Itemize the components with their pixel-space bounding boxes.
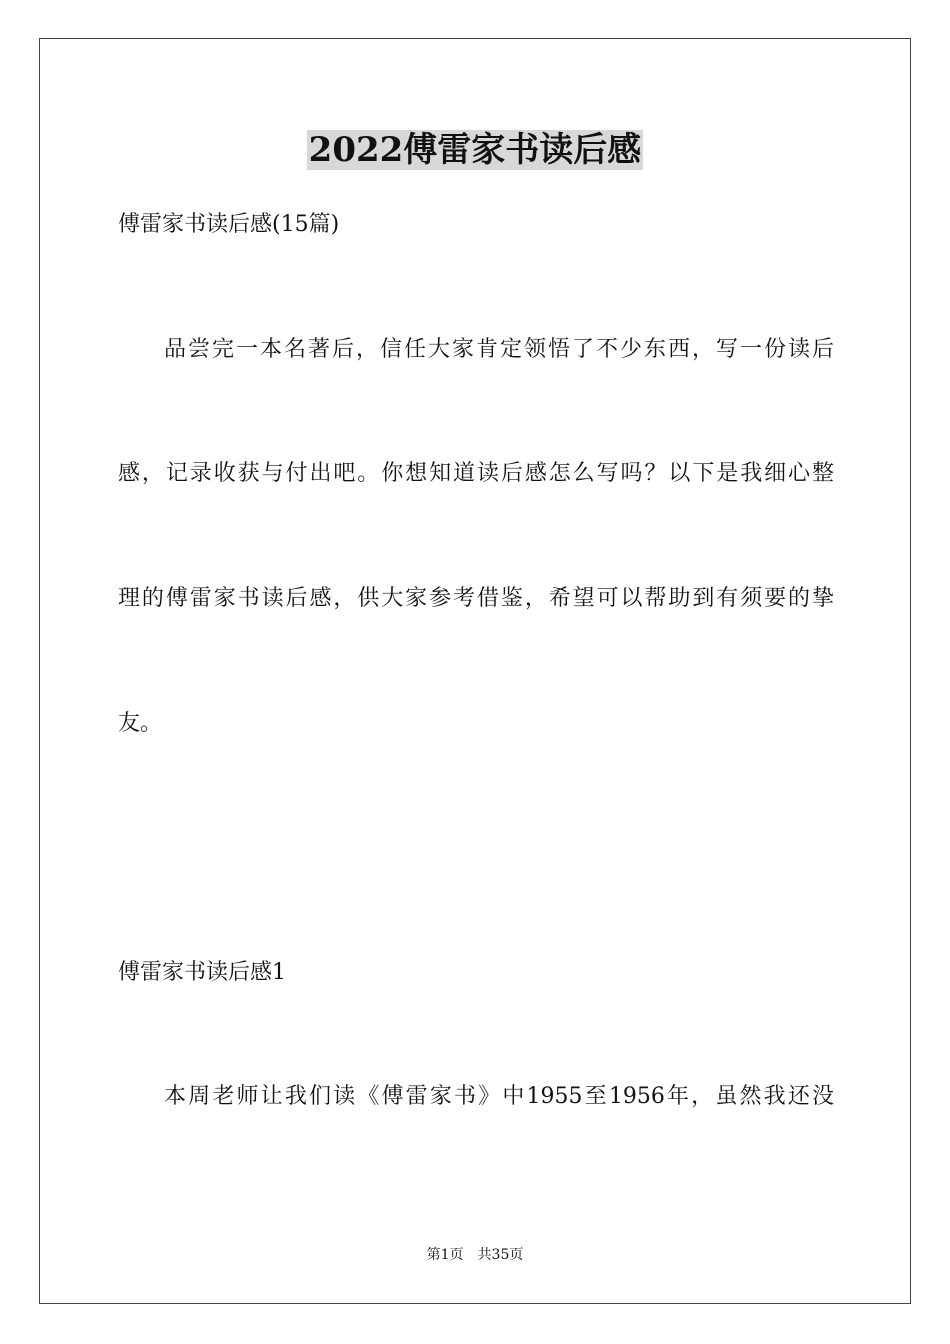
document-title-text: 2022傅雷家书读后感 <box>308 130 642 170</box>
section-heading: 傅雷家书读后感1 <box>118 960 286 985</box>
intro-line-4: 友。 <box>118 711 163 736</box>
document-subtitle: 傅雷家书读后感(15篇) <box>118 212 340 237</box>
page-number: 第1页 <box>426 1247 464 1263</box>
intro-line-3: 理的傅雷家书读后感，供大家参考借鉴，希望可以帮助到有须要的挚 <box>118 586 834 611</box>
page-footer <box>0 1245 950 1265</box>
document-title <box>0 128 950 172</box>
intro-line-1: 品尝完一本名著后，信任大家肯定领悟了不少东西，写一份读后 <box>164 337 834 362</box>
intro-line-2: 感，记录收获与付出吧。你想知道读后感怎么写吗？以下是我细心整 <box>118 461 834 486</box>
section-body-line-1: 本周老师让我们读《傅雷家书》中1955至1956年，虽然我还没 <box>164 1084 834 1109</box>
page-total: 共35页 <box>477 1247 524 1263</box>
